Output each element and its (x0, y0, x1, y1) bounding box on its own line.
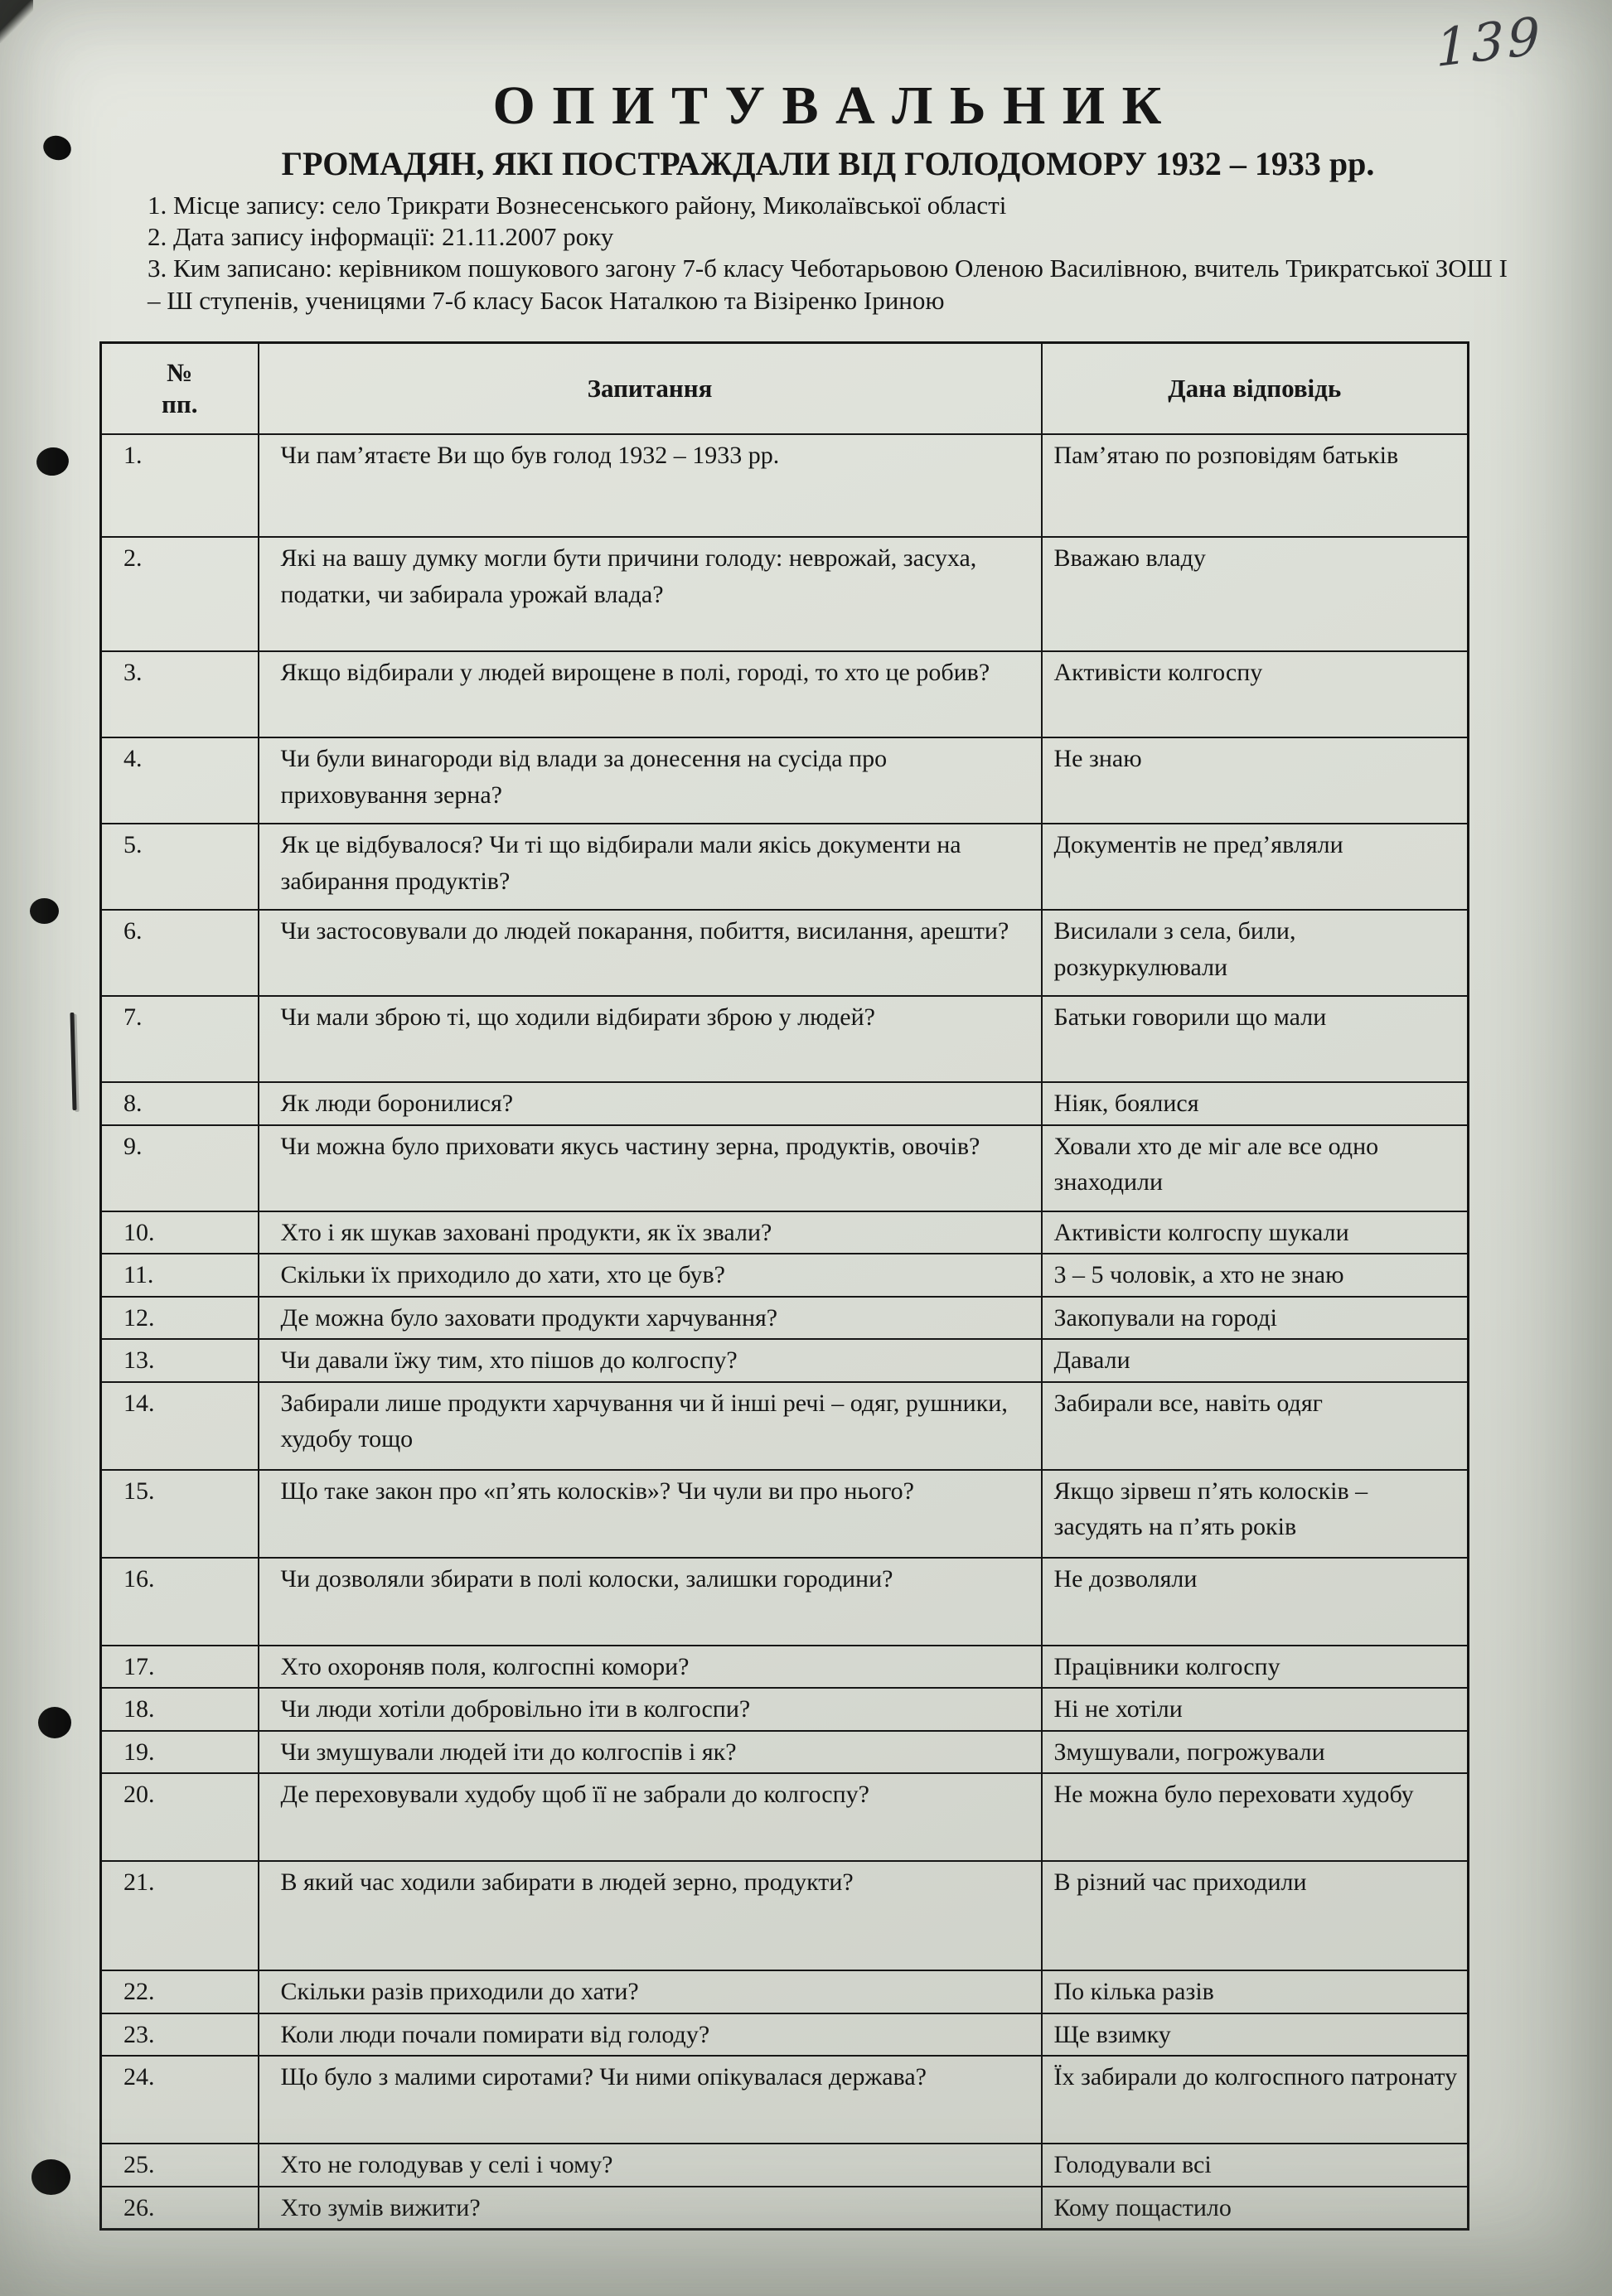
punch-hole (30, 898, 59, 924)
column-header-number (101, 343, 259, 435)
question-cell: Чи були винагороди від влади за донесення на сусіда про приховування зерна? (259, 737, 1042, 824)
question-cell: Чи давали їжу тим, хто пішов до колгоспу? (259, 1339, 1042, 1382)
row-number-cell: 25. (101, 2144, 259, 2187)
answer-cell: Активісти колгоспу шукали (1042, 1211, 1469, 1254)
table-row (101, 1125, 1469, 1211)
row-number-cell: 12. (101, 1297, 259, 1340)
question-cell: Які на вашу думку могли бути причини голоду: неврожай, засуха, податки, чи забирала урожай влада? (259, 537, 1042, 651)
meta-line: 3. Ким записано: керівником пошукового загону 7-б класу Чеботарьовою Оленою Василівною, вчитель Трикратської ЗОШ І – Ш ступенів, ученицями 7-б класу Басок Наталкою та Візіренко Іриною (148, 254, 1508, 315)
table-row (101, 1773, 1469, 1861)
table-row (101, 824, 1469, 910)
punch-hole (38, 1707, 71, 1738)
margin-pen-mark (70, 1013, 76, 1110)
table-row (101, 1254, 1469, 1297)
question-cell: Хто охороняв поля, колгоспні комори? (259, 1646, 1042, 1689)
table-header-row (101, 343, 1469, 435)
question-cell: Де переховували худобу щоб її не забрали до колгоспу? (259, 1773, 1042, 1861)
column-header-number-top: № (167, 357, 193, 387)
punch-hole (31, 2159, 70, 2195)
answer-cell: Кому пощастило (1042, 2187, 1469, 2230)
row-number-cell: 26. (101, 2187, 259, 2230)
table-row (101, 2013, 1469, 2057)
punch-hole (40, 132, 74, 163)
question-cell: Коли люди почали помирати від голоду? (259, 2013, 1042, 2057)
question-cell: Скільки разів приходили до хати? (259, 1970, 1042, 2013)
row-number-cell: 14. (101, 1382, 259, 1470)
question-cell: Хто зумів вижити? (259, 2187, 1042, 2230)
question-cell: Скільки їх приходило до хати, хто це був? (259, 1254, 1042, 1297)
answer-cell: Не дозволяли (1042, 1558, 1469, 1646)
answer-cell: Вважаю владу (1042, 537, 1469, 651)
table-row (101, 651, 1469, 737)
table-row (101, 2144, 1469, 2187)
table-row (101, 737, 1469, 824)
row-number-cell: 8. (101, 1082, 259, 1125)
meta-lines (148, 190, 1508, 317)
question-cell: Забирали лише продукти харчування чи й інші речі – одяг, рушники, худобу тощо (259, 1382, 1042, 1470)
row-number-cell: 7. (101, 996, 259, 1082)
row-number-cell: 1. (101, 434, 259, 537)
scan-corner-artifact (0, 0, 33, 43)
answer-cell: По кілька разів (1042, 1970, 1469, 2013)
row-number-cell: 6. (101, 910, 259, 996)
document-title: О П И Т У В А Л Ь Н И К (492, 75, 1164, 136)
table-row (101, 910, 1469, 996)
question-cell: Чи дозволяли збирати в полі колоски, залишки городини? (259, 1558, 1042, 1646)
table-row (101, 1861, 1469, 1970)
question-cell: Хто і як шукав заховані продукти, як їх звали? (259, 1211, 1042, 1254)
answer-cell: Активісти колгоспу (1042, 651, 1469, 737)
answer-cell: Батьки говорили що мали (1042, 996, 1469, 1082)
row-number-cell: 24. (101, 2056, 259, 2144)
table-row (101, 1339, 1469, 1382)
answer-cell: Їх забирали до колгоспного патронату (1042, 2056, 1469, 2144)
table-row (101, 2056, 1469, 2144)
punch-hole (35, 445, 70, 477)
question-cell: Чи застосовували до людей покарання, побиття, висилання, арешти? (259, 910, 1042, 996)
question-cell: В який час ходили забирати в людей зерно, продукти? (259, 1861, 1042, 1970)
row-number-cell: 21. (101, 1861, 259, 1970)
row-number-cell: 5. (101, 824, 259, 910)
answer-cell: Закопували на городі (1042, 1297, 1469, 1340)
table-row (101, 1082, 1469, 1125)
answer-cell: Якщо зірвеш п’ять колосків – засудять на п’ять років (1042, 1470, 1469, 1558)
row-number-cell: 19. (101, 1731, 259, 1774)
answer-cell: Не можна було переховати худобу (1042, 1773, 1469, 1861)
question-cell: Як люди боронилися? (259, 1082, 1042, 1125)
row-number-cell: 3. (101, 651, 259, 737)
answer-cell: Документів не пред’являли (1042, 824, 1469, 910)
row-number-cell: 20. (101, 1773, 259, 1861)
question-cell: Хто не голодував у селі і чому? (259, 2144, 1042, 2187)
table-row (101, 1731, 1469, 1774)
document-subtitle: ГРОМАДЯН, ЯКІ ПОСТРАЖДАЛИ ВІД ГОЛОДОМОРУ 1932 – 1933 рр. (281, 144, 1375, 182)
column-header-question: Запитання (259, 343, 1042, 435)
meta-line: 2. Дата запису інформації: 21.11.2007 року (148, 222, 614, 252)
table-row (101, 1470, 1469, 1558)
row-number-cell: 10. (101, 1211, 259, 1254)
document-content (123, 75, 1508, 2231)
answer-cell: Пам’ятаю по розповідям батьків (1042, 434, 1469, 537)
column-header-number-bottom: пп. (162, 389, 198, 419)
row-number-cell: 16. (101, 1558, 259, 1646)
answer-cell: Голодували всі (1042, 2144, 1469, 2187)
question-cell: Якщо відбирали у людей вирощене в полі, городі, то хто це робив? (259, 651, 1042, 737)
table-row (101, 2187, 1469, 2230)
table-row (101, 1382, 1469, 1470)
answer-cell: Ніяк, боялися (1042, 1082, 1469, 1125)
question-cell: Чи пам’ятаєте Ви що був голод 1932 – 1933 рр. (259, 434, 1042, 537)
question-cell: Чи мали зброю ті, що ходили відбирати зброю у людей? (259, 996, 1042, 1082)
question-cell: Що таке закон про «п’ять колосків»? Чи чули ви про нього? (259, 1470, 1042, 1558)
row-number-cell: 23. (101, 2013, 259, 2057)
table-row (101, 996, 1469, 1082)
table-row (101, 1558, 1469, 1646)
row-number-cell: 2. (101, 537, 259, 651)
handwritten-page-number: 139 (1435, 4, 1544, 80)
answer-cell: Давали (1042, 1339, 1469, 1382)
question-cell: Де можна було заховати продукти харчування? (259, 1297, 1042, 1340)
answer-cell: 3 – 5 чоловік, а хто не знаю (1042, 1254, 1469, 1297)
answer-cell: Забирали все, навіть одяг (1042, 1382, 1469, 1470)
table-row (101, 1970, 1469, 2013)
row-number-cell: 9. (101, 1125, 259, 1211)
row-number-cell: 15. (101, 1470, 259, 1558)
questionnaire-table (99, 341, 1469, 2231)
table-body (101, 434, 1469, 2230)
answer-cell: Ховали хто де міг але все одно знаходили (1042, 1125, 1469, 1211)
row-number-cell: 22. (101, 1970, 259, 2013)
answer-cell: Працівники колгоспу (1042, 1646, 1469, 1689)
question-cell: Чи люди хотіли добровільно іти в колгоспи? (259, 1688, 1042, 1731)
answer-cell: Не знаю (1042, 737, 1469, 824)
answer-cell: Висилали з села, били, розкуркулювали (1042, 910, 1469, 996)
question-cell: Як це відбувалося? Чи ті що відбирали мали якісь документи на забирання продуктів? (259, 824, 1042, 910)
answer-cell: Ні не хотіли (1042, 1688, 1469, 1731)
answer-cell: Змушували, погрожували (1042, 1731, 1469, 1774)
table-row (101, 1297, 1469, 1340)
answer-cell: В різний час приходили (1042, 1861, 1469, 1970)
meta-line: 1. Місце запису: село Трикрати Вознесенського району, Миколаївської області (148, 190, 1007, 220)
table-row (101, 434, 1469, 537)
row-number-cell: 11. (101, 1254, 259, 1297)
row-number-cell: 13. (101, 1339, 259, 1382)
row-number-cell: 4. (101, 737, 259, 824)
row-number-cell: 17. (101, 1646, 259, 1689)
table-row (101, 537, 1469, 651)
question-cell: Чи змушували людей іти до колгоспів і як? (259, 1731, 1042, 1774)
row-number-cell: 18. (101, 1688, 259, 1731)
table-row (101, 1211, 1469, 1254)
answer-cell: Ще взимку (1042, 2013, 1469, 2057)
column-header-answer: Дана відповідь (1042, 343, 1469, 435)
table-row (101, 1688, 1469, 1731)
question-cell: Чи можна було приховати якусь частину зерна, продуктів, овочів? (259, 1125, 1042, 1211)
table-row (101, 1646, 1469, 1689)
question-cell: Що було з малими сиротами? Чи ними опікувалася держава? (259, 2056, 1042, 2144)
